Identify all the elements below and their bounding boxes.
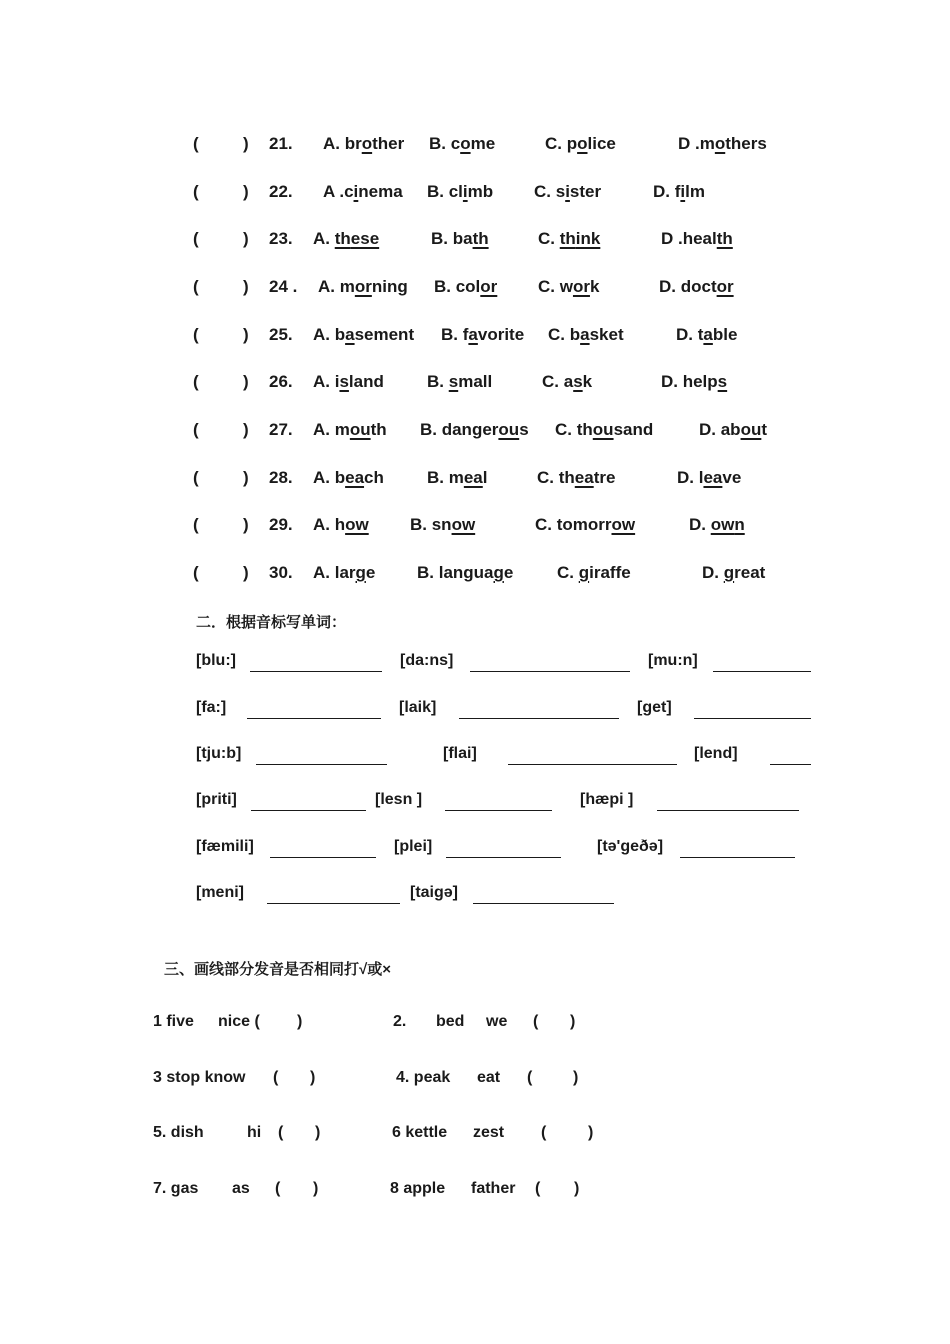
answer-paren-close: ): [315, 1124, 321, 1141]
option-c: C. thousand: [555, 420, 654, 439]
option-b: B. color: [434, 277, 498, 296]
option-d: D. doctor: [659, 277, 734, 296]
item-word: 8 apple: [390, 1180, 446, 1197]
judgement-row-4: [0, 1180, 950, 1204]
answer-blank[interactable]: [680, 857, 795, 858]
option-a: A. morning: [318, 277, 408, 296]
answer-paren-open: (: [193, 325, 199, 344]
option-d: D. own: [689, 515, 745, 534]
option-a: A. how: [313, 515, 369, 534]
phonetic-label: [hæpi ]: [580, 791, 634, 808]
phonetic-label: [fa:]: [196, 699, 227, 716]
option-a: A .cinema: [323, 182, 403, 201]
answer-paren-close: ): [243, 420, 249, 439]
section-3-heading: 三、画线部分发音是否相同打√或×: [164, 961, 391, 978]
answer-blank[interactable]: [459, 718, 619, 719]
answer-paren-close: ): [243, 277, 249, 296]
question-number: 21.: [269, 134, 293, 153]
answer-paren-close: ): [573, 1069, 579, 1086]
answer-paren-open: (: [193, 515, 199, 534]
judgement-row-3: [0, 1124, 950, 1148]
option-d: D. table: [676, 325, 738, 344]
phonetic-label: [priti]: [196, 791, 237, 808]
item-word: 4. peak: [396, 1069, 451, 1086]
question-number: 24 .: [269, 277, 298, 296]
option-d: D. leave: [677, 468, 742, 487]
answer-blank[interactable]: [694, 718, 811, 719]
answer-paren-open: (: [193, 468, 199, 487]
answer-blank[interactable]: [250, 671, 382, 672]
question-27: [0, 420, 950, 444]
option-a: A. these: [313, 229, 380, 248]
answer-blank[interactable]: [770, 764, 811, 765]
answer-blank[interactable]: [256, 764, 387, 765]
answer-blank[interactable]: [473, 903, 614, 904]
option-c: C. giraffe: [557, 563, 631, 582]
option-b: B. language: [417, 563, 514, 582]
phonetic-label: [meni]: [196, 884, 244, 901]
item-word: as: [232, 1180, 250, 1197]
answer-paren-open: (: [193, 372, 199, 391]
item-word: hi: [247, 1124, 262, 1141]
option-d: D. great: [702, 563, 766, 582]
question-25: [0, 325, 950, 349]
item-word: 6 kettle: [392, 1124, 448, 1141]
option-b: B. bath: [431, 229, 489, 248]
answer-blank[interactable]: [508, 764, 677, 765]
phonetic-label: [lend]: [694, 745, 738, 762]
question-29: [0, 515, 950, 539]
phonetic-row-4: [0, 791, 950, 815]
phonetic-label: [taigə]: [410, 884, 458, 901]
answer-paren-close: ): [243, 134, 249, 153]
option-d: D. film: [653, 182, 705, 201]
phonetic-label: [blu:]: [196, 652, 236, 669]
answer-blank[interactable]: [657, 810, 799, 811]
answer-paren-open: (: [193, 182, 199, 201]
question-number: 27.: [269, 420, 293, 439]
item-word: 7. gas: [153, 1180, 199, 1197]
item-word: zest: [473, 1124, 505, 1141]
answer-blank[interactable]: [251, 810, 366, 811]
answer-paren-open: (: [193, 420, 199, 439]
option-d: D. about: [699, 420, 768, 439]
item-word: nice (: [218, 1013, 260, 1030]
option-b: B. climb: [427, 182, 494, 201]
answer-paren-close: ): [588, 1124, 594, 1141]
option-a: A. mouth: [313, 420, 387, 439]
answer-paren-open: (: [541, 1124, 547, 1141]
answer-paren-open: (: [278, 1124, 284, 1141]
item-number: 2.: [393, 1013, 407, 1030]
answer-paren-open: (: [527, 1069, 533, 1086]
phonetic-label: [da:ns]: [400, 652, 454, 669]
answer-paren-open: (: [193, 563, 199, 582]
phonetic-label: [tju:b]: [196, 745, 242, 762]
answer-paren-open: (: [275, 1180, 281, 1197]
answer-paren-open: (: [535, 1180, 541, 1197]
option-c: C. work: [538, 277, 600, 296]
question-number: 22.: [269, 182, 293, 201]
answer-paren-open: (: [533, 1013, 539, 1030]
phonetic-label: [tə'geðə]: [597, 838, 664, 855]
answer-blank[interactable]: [267, 903, 400, 904]
option-c: C. sister: [534, 182, 602, 201]
question-26: [0, 372, 950, 396]
answer-paren-close: ): [574, 1180, 580, 1197]
answer-blank[interactable]: [713, 671, 811, 672]
answer-paren-close: ): [243, 325, 249, 344]
option-d: D .mothers: [678, 134, 767, 153]
judgement-row-1: [0, 1013, 950, 1037]
question-24: [0, 277, 950, 301]
option-d: D. helps: [661, 372, 728, 391]
question-number: 28.: [269, 468, 293, 487]
option-a: A. island: [313, 372, 384, 391]
option-c: C. theatre: [537, 468, 616, 487]
item-word: 5. dish: [153, 1124, 204, 1141]
question-23: [0, 229, 950, 253]
answer-paren-open: (: [193, 134, 199, 153]
answer-paren-close: ): [243, 515, 249, 534]
answer-paren-close: ): [570, 1013, 576, 1030]
item-word: eat: [477, 1069, 501, 1086]
option-c: C. think: [538, 229, 601, 248]
answer-paren-close: ): [243, 229, 249, 248]
answer-paren-open: (: [273, 1069, 279, 1086]
answer-blank[interactable]: [247, 718, 381, 719]
question-number: 29.: [269, 515, 293, 534]
option-a: A. beach: [313, 468, 384, 487]
option-c: C. basket: [548, 325, 624, 344]
phonetic-label: [lesn ]: [375, 791, 423, 808]
phonetic-label: [get]: [637, 699, 672, 716]
option-d: D .health: [661, 229, 733, 248]
answer-paren-close: ): [313, 1180, 319, 1197]
section-2-heading: 二．根据音标写单词：: [196, 614, 347, 631]
question-number: 26.: [269, 372, 293, 391]
answer-paren-open: (: [193, 277, 199, 296]
answer-blank[interactable]: [445, 810, 552, 811]
question-22: [0, 182, 950, 206]
option-a: A. large: [313, 563, 376, 582]
phonetic-label: [mu:n]: [648, 652, 698, 669]
option-b: B. dangerous: [420, 420, 529, 439]
option-b: B. meal: [427, 468, 488, 487]
item-word: father: [471, 1180, 516, 1197]
option-b: B. snow: [410, 515, 476, 534]
option-a: A. brother: [323, 134, 405, 153]
phonetic-row-5: [0, 838, 950, 862]
item-word: 3 stop know: [153, 1069, 246, 1086]
answer-paren-close: ): [243, 372, 249, 391]
answer-paren-close: ): [243, 563, 249, 582]
item-word: 1 five: [153, 1013, 194, 1030]
answer-paren-close: ): [243, 468, 249, 487]
answer-paren-open: (: [193, 229, 199, 248]
option-a: A. basement: [313, 325, 415, 344]
question-21: [0, 134, 950, 158]
answer-blank[interactable]: [470, 671, 630, 672]
option-b: B. come: [429, 134, 496, 153]
answer-paren-close: ): [297, 1013, 303, 1030]
answer-paren-close: ): [243, 182, 249, 201]
option-b: B. small: [427, 372, 493, 391]
phonetic-label: [plei]: [394, 838, 433, 855]
phonetic-label: [flai]: [443, 745, 477, 762]
answer-paren-close: ): [310, 1069, 316, 1086]
item-word: bed: [436, 1013, 465, 1030]
answer-blank[interactable]: [446, 857, 561, 858]
option-c: C. police: [545, 134, 616, 153]
phonetic-row-1: [0, 652, 950, 676]
option-c: C. tomorrow: [535, 515, 636, 534]
phonetic-row-6: [0, 884, 950, 908]
phonetic-row-3: [0, 745, 950, 769]
phonetic-row-2: [0, 699, 950, 723]
judgement-row-2: [0, 1069, 950, 1093]
phonetic-label: [fæmili]: [196, 838, 254, 855]
answer-blank[interactable]: [270, 857, 376, 858]
question-30: [0, 563, 950, 587]
question-number: 23.: [269, 229, 293, 248]
option-c: C. ask: [542, 372, 593, 391]
question-number: 30.: [269, 563, 293, 582]
phonetic-label: [laik]: [399, 699, 437, 716]
option-b: B. favorite: [441, 325, 525, 344]
question-28: [0, 468, 950, 492]
question-number: 25.: [269, 325, 293, 344]
item-word: we: [486, 1013, 508, 1030]
